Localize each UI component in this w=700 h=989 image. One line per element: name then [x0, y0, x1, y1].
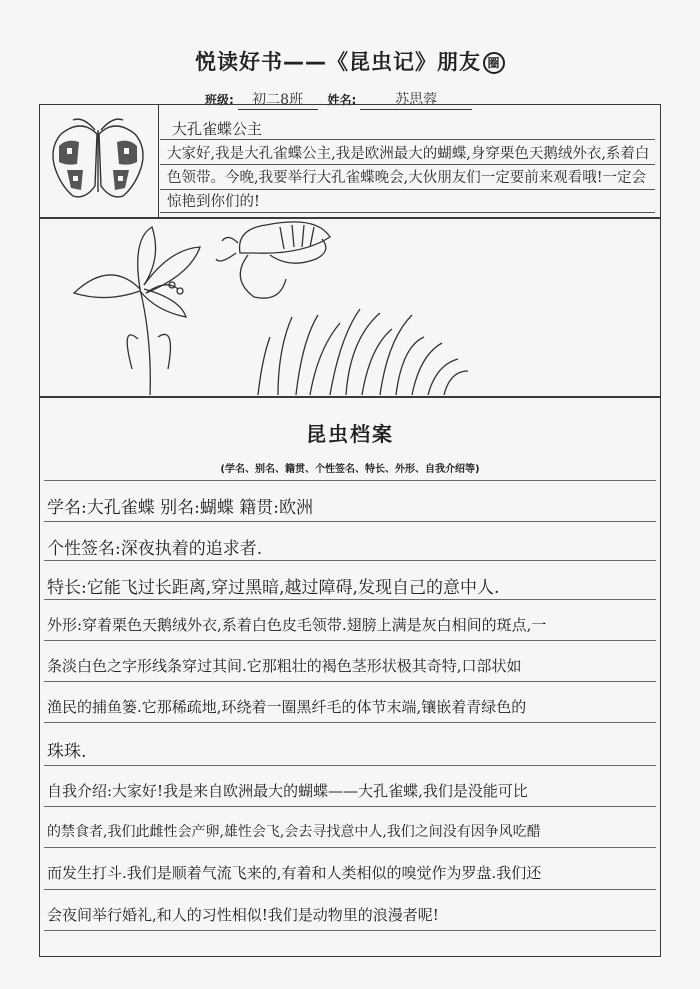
archive-rule — [44, 847, 656, 848]
archive-line: 条淡白色之字形线条穿过其间.它那粗壮的褐色茎形状极其奇特,口部状如 — [47, 657, 522, 675]
intro-rule-1 — [160, 139, 655, 140]
archive-rule — [44, 722, 656, 723]
archive-rule — [44, 765, 656, 766]
title-badge: 圈 — [483, 52, 505, 74]
flower-grass-drawing-icon — [40, 219, 660, 395]
intro-text: 大家好,我是大孔雀蝶公主,我是欧洲最大的蝴蝶,身穿栗色天鹅绒外衣,系着白色领带。今晚,我要举行大孔雀蝶晚会,大伙朋友们一定要前来观看哦!一定会惊艳到你们的! — [167, 146, 650, 210]
archive-line: 渔民的捕鱼篓.它那稀疏地,环绕着一圈黑纤毛的体节末端,镶嵌着青绿色的 — [47, 698, 527, 716]
archive-rule — [44, 521, 656, 522]
archive-rule — [44, 560, 656, 561]
archive-rule — [44, 889, 656, 890]
archive-title: 昆虫档案 — [306, 422, 394, 446]
title-text: 悦读好书——《昆虫记》朋友 — [195, 50, 481, 74]
archive-line: 外形:穿着栗色天鹅绒外衣,系着白色皮毛领带.翅膀上满是灰白相间的斑点,一 — [47, 616, 547, 634]
archive-line: 的禁食者,我们此雌性会产卵,雄性会飞,会去寻找意中人,我们之间没有因争风吃醋 — [47, 824, 541, 840]
archive-line: 个性签名:深夜执着的追求者. — [47, 539, 263, 559]
archive-line: 会夜间举行婚礼,和人的习性相似!我们是动物里的浪漫者呢! — [47, 906, 439, 924]
drawing-box — [39, 218, 661, 397]
class-label: 班级: — [205, 93, 234, 107]
archive-subtitle: (学名、别名、籍贯、个性签名、特长、外形、自我介绍等) — [220, 464, 480, 475]
archive-rule — [44, 480, 656, 481]
intro-heading: 大孔雀蝶公主 — [172, 120, 263, 138]
archive-line: 珠珠. — [47, 742, 87, 762]
name-label: 姓名: — [327, 93, 357, 107]
page-title — [0, 46, 700, 76]
archive-line: 而发生打斗.我们是顺着气流飞来的,有着和人类相似的嗅觉作为罗盘.我们还 — [47, 864, 542, 882]
archive-rule — [44, 599, 656, 600]
name-value: 苏思蓉 — [360, 89, 472, 110]
archive-rule — [44, 640, 656, 641]
moth-drawing-icon — [39, 104, 157, 216]
archive-line: 自我介绍:大家好!我是来自欧洲最大的蝴蝶——大孔雀蝶,我们是没能可比 — [47, 782, 528, 800]
class-value: 初二8班 — [238, 89, 318, 110]
archive-rule — [44, 681, 656, 682]
archive-rule — [44, 806, 656, 807]
archive-line: 特长:它能飞过长距离,穿过黑暗,越过障碍,发现自己的意中人. — [47, 578, 500, 598]
archive-rule — [44, 930, 656, 931]
archive-line: 学名:大孔雀蝶 别名:蝴蝶 籍贯:欧洲 — [47, 498, 313, 518]
moth-thumbnail — [39, 104, 159, 218]
